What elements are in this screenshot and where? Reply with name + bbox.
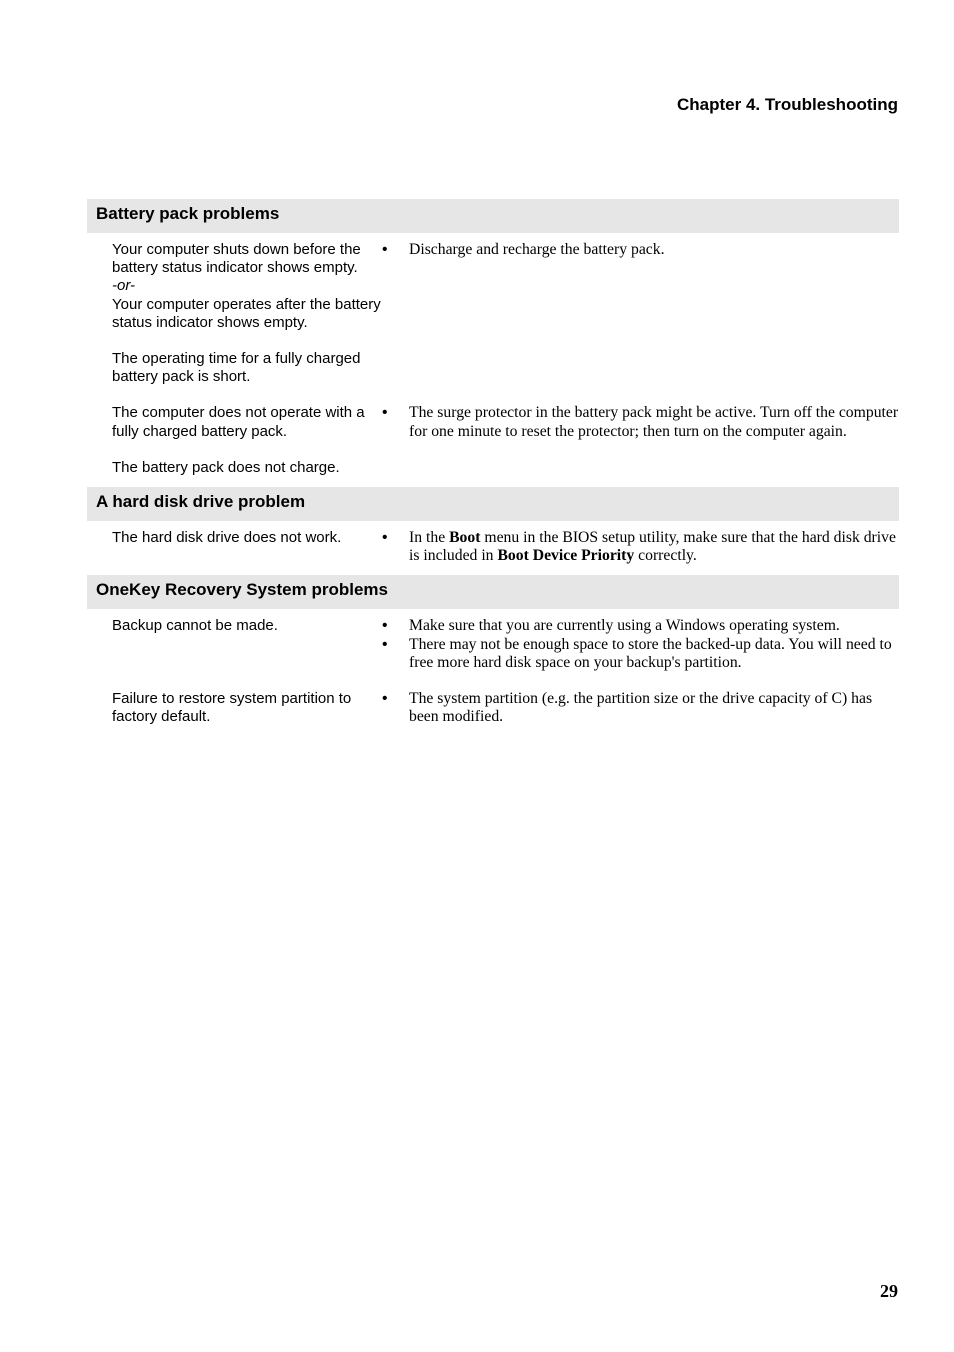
solution-list [382, 529, 899, 565]
bullet-icon: • [382, 241, 388, 258]
bullet-icon: • [382, 617, 388, 635]
bullet-icon: • [382, 690, 388, 708]
solution-text: The system partition (e.g. the partition size or the drive capacity of C) has been modified. [409, 690, 873, 726]
solution-text-part: menu in the BIOS setup utility, make sure that the hard disk drive is included in [409, 529, 896, 565]
page-number: 29 [880, 1281, 898, 1301]
solution-item [382, 636, 899, 672]
solution-list [382, 690, 899, 726]
problem-text [112, 241, 382, 332]
or-separator: -or- [112, 277, 136, 295]
solution-item [382, 617, 899, 635]
troubleshooting-table [87, 199, 899, 736]
table-row [87, 455, 899, 481]
problem-text-part: Your computer shuts down before the battery status indicator shows empty. [112, 241, 361, 277]
table-row [87, 237, 899, 346]
table-row [87, 346, 899, 400]
solution-bold-term: Boot Device Priority [497, 547, 635, 565]
solution-bold-term: Boot [449, 529, 481, 547]
solution-list [382, 404, 899, 440]
table-row [87, 613, 899, 686]
solution-list [382, 617, 899, 672]
solution-text-part: correctly. [634, 547, 697, 565]
solution-item [382, 690, 899, 726]
solution-item [382, 241, 899, 259]
solution-list [382, 241, 899, 332]
table-row [87, 686, 899, 730]
chapter-header: Chapter 4. Troubleshooting [676, 95, 898, 114]
problem-text: The operating time for a fully charged battery pack is short. [112, 350, 361, 386]
bullet-icon: • [382, 635, 388, 653]
table-row [87, 400, 899, 454]
section-body-battery [87, 233, 899, 487]
solution-text: There may not be enough space to store the backed-up data. You will need to free more hard disk space on your backup's partition. [409, 635, 892, 671]
bullet-icon: • [382, 404, 388, 422]
problem-text: Backup cannot be made. [112, 617, 278, 635]
solution-text: Make sure that you are currently using a Windows operating system. [409, 617, 840, 635]
problem-text-part: Your computer operates after the battery status indicator shows empty. [112, 295, 381, 331]
problem-text: Failure to restore system partition to factory default. [112, 690, 352, 726]
section-heading-hard-disk: A hard disk drive problem [87, 487, 899, 521]
section-body-onekey [87, 609, 899, 736]
solution-item [382, 404, 899, 440]
problem-text: The battery pack does not charge. [112, 458, 340, 476]
table-row [87, 525, 899, 569]
solution-text-part: In the [409, 529, 450, 547]
section-heading-onekey: OneKey Recovery System problems [87, 575, 899, 609]
section-heading-battery: Battery pack problems [87, 199, 899, 233]
problem-text: The computer does not operate with a fully charged battery pack. [112, 404, 365, 440]
solution-text: Discharge and recharge the battery pack. [409, 241, 665, 258]
solution-text: The surge protector in the battery pack might be active. Turn off the computer for one minute to reset the protector; then turn on the computer again. [409, 404, 899, 440]
section-body-hard-disk [87, 521, 899, 575]
bullet-icon: • [382, 529, 388, 547]
solution-item [382, 529, 899, 565]
problem-text: The hard disk drive does not work. [112, 529, 342, 547]
